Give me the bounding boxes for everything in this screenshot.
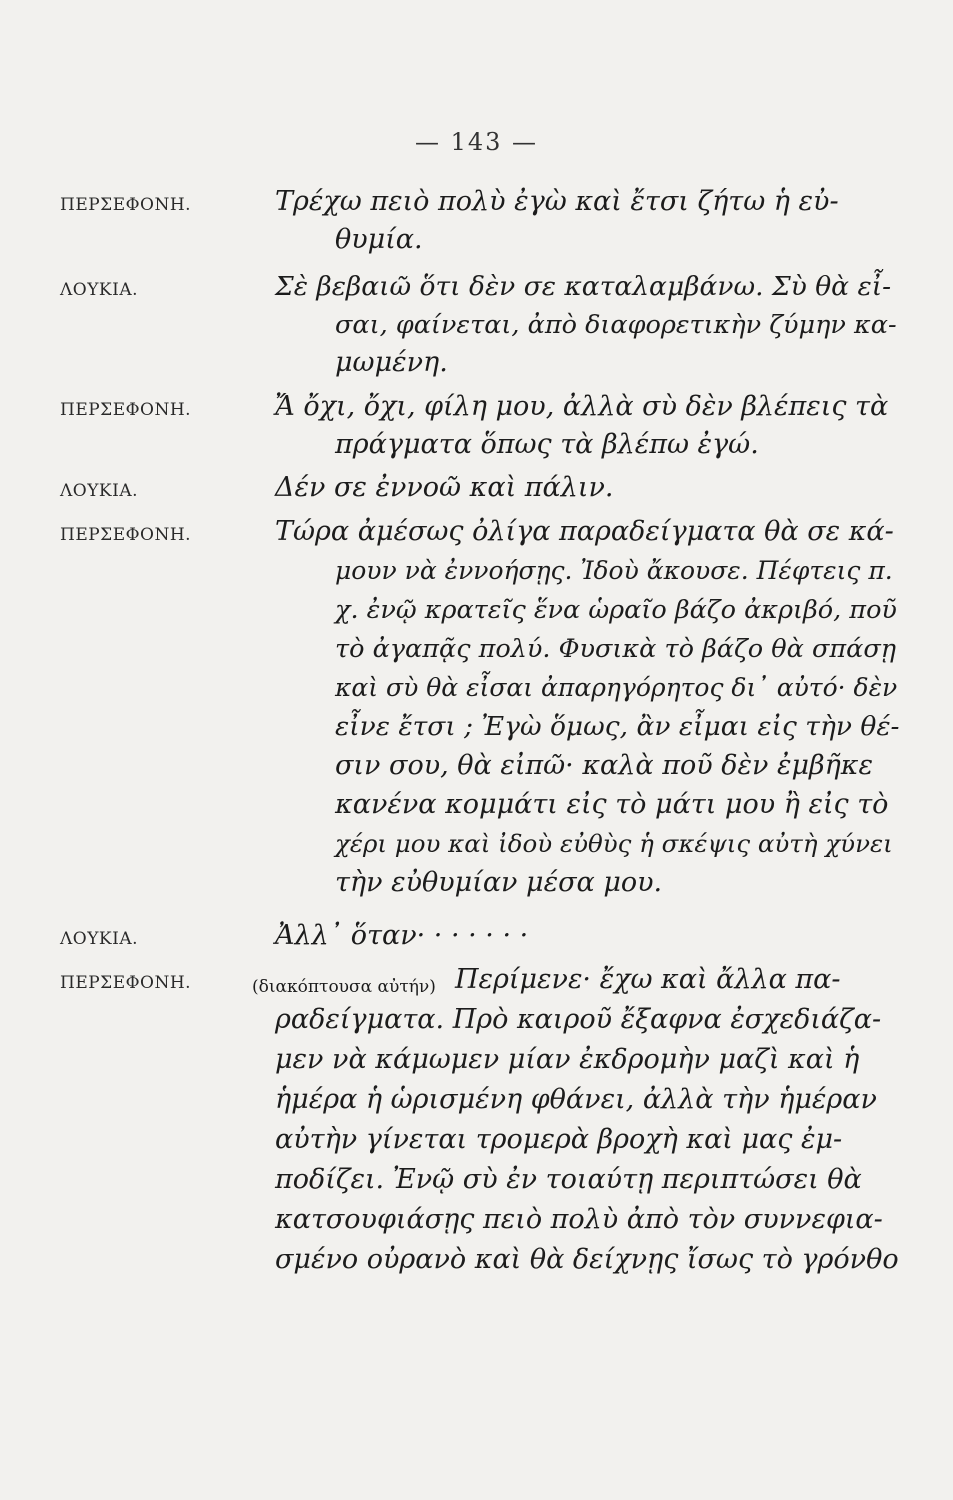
text-line: Τρέχω πειὸ πολὺ ἐγὼ καὶ ἔτσι ζήτω ἡ εὐ-: [275, 186, 839, 217]
text-line: χ. ἐνῷ κρατεῖς ἕνα ὡραῖο βάζο ἀκριβό, ποῦ: [335, 595, 897, 625]
text-line: ραδείγματα. Πρὸ καιροῦ ἔξαφνα ἐσχεδιάζα-: [275, 1004, 882, 1035]
text-line: Σὲ βεβαιῶ ὅτι δὲν σε καταλαμβάνω. Σὺ θὰ εἶ-: [275, 271, 892, 302]
speaker-name: ΠΕΡΣΕΦΟΝΗ.: [60, 400, 192, 420]
text-line: θυμία.: [335, 224, 423, 255]
text-line: μουν νὰ ἐννοήσῃς. Ἰδοὺ ἄκουσε. Πέφτεις π.: [335, 556, 893, 585]
page-number: — 143 —: [414, 128, 539, 156]
stage-direction: [252, 965, 472, 1006]
text-line: Περίμενε· ἔχω καὶ ἄλλα πα-: [455, 964, 841, 995]
text-line: σμένο οὐρανὸ καὶ θὰ δείχνῃς ἴσως τὸ γρόνθο: [275, 1244, 899, 1275]
text-line: σιν σου, θὰ εἰπῶ· καλὰ ποῦ δὲν ἐμβῆκε: [335, 750, 873, 781]
text-line: καὶ σὺ θὰ εἶσαι ἀπαρηγόρητος δι᾽ αὐτό· δὲν: [335, 673, 898, 702]
text-line: πράγματα ὅπως τὰ βλέπω ἐγώ.: [335, 429, 759, 460]
speaker-name: ΠΕΡΣΕΦΟΝΗ.: [60, 973, 192, 993]
text-line: ἡμέρα ἡ ὡρισμένη φθάνει, ἀλλὰ τὴν ἡμέραν: [275, 1084, 877, 1115]
text-line: Ἀλλ᾽ ὅταν· · · · · · ·: [275, 920, 529, 951]
text-line: κατσουφιάσῃς πειὸ πολὺ ἀπὸ τὸν συννεφια-: [275, 1204, 883, 1235]
text-line: κανένα κομμάτι εἰς τὸ μάτι μου ἢ εἰς τὸ: [335, 789, 889, 820]
speaker-name: ΛΟΥΚΙΑ.: [60, 481, 139, 501]
text-line: Ἄ ὄχι, ὄχι, φίλη μου, ἀλλὰ σὺ δὲν βλέπεις τὰ: [275, 391, 889, 422]
speaker-name: ΛΟΥΚΙΑ.: [60, 280, 139, 300]
speaker-name: ΠΕΡΣΕΦΟΝΗ.: [60, 525, 192, 545]
stage-direction-text: (διακόπτουσα αὐτήν): [252, 977, 436, 997]
text-line: τὸ ἀγαπᾷς πολύ. Φυσικὰ τὸ βάζο θὰ σπάσῃ: [335, 634, 897, 664]
text-line: χέρι μου καὶ ἰδοὺ εὐθὺς ἡ σκέψις αὐτὴ χύνει: [335, 829, 893, 858]
text-line: σαι, φαίνεται, ἀπὸ διαφορετικὴν ζύμην κα-: [335, 310, 897, 340]
text-line: ποδίζει. Ἐνῷ σὺ ἐν τοιαύτῃ περιπτώσει θὰ: [275, 1164, 862, 1195]
text-line: αὐτὴν γίνεται τρομερὰ βροχὴ καὶ μας ἐμ-: [275, 1124, 843, 1155]
text-line: εἶνε ἔτσι ; Ἐγὼ ὅμως, ἂν εἶμαι εἰς τὴν θέ-: [335, 711, 900, 742]
speaker-name: ΛΟΥΚΙΑ.: [60, 929, 139, 949]
text-line: μωμένη.: [335, 347, 448, 378]
text-line: τὴν εὐθυμίαν μέσα μου.: [335, 867, 663, 898]
text-line: Τώρα ἀμέσως ὀλίγα παραδείγματα θὰ σε κά-: [275, 516, 894, 547]
speaker-name: ΠΕΡΣΕΦΟΝΗ.: [60, 195, 192, 215]
text-line: μεν νὰ κάμωμεν μίαν ἐκδρομὴν μαζὶ καὶ ἡ: [275, 1044, 860, 1075]
text-line: Δέν σε ἐννοῶ καὶ πάλιν.: [275, 472, 614, 503]
